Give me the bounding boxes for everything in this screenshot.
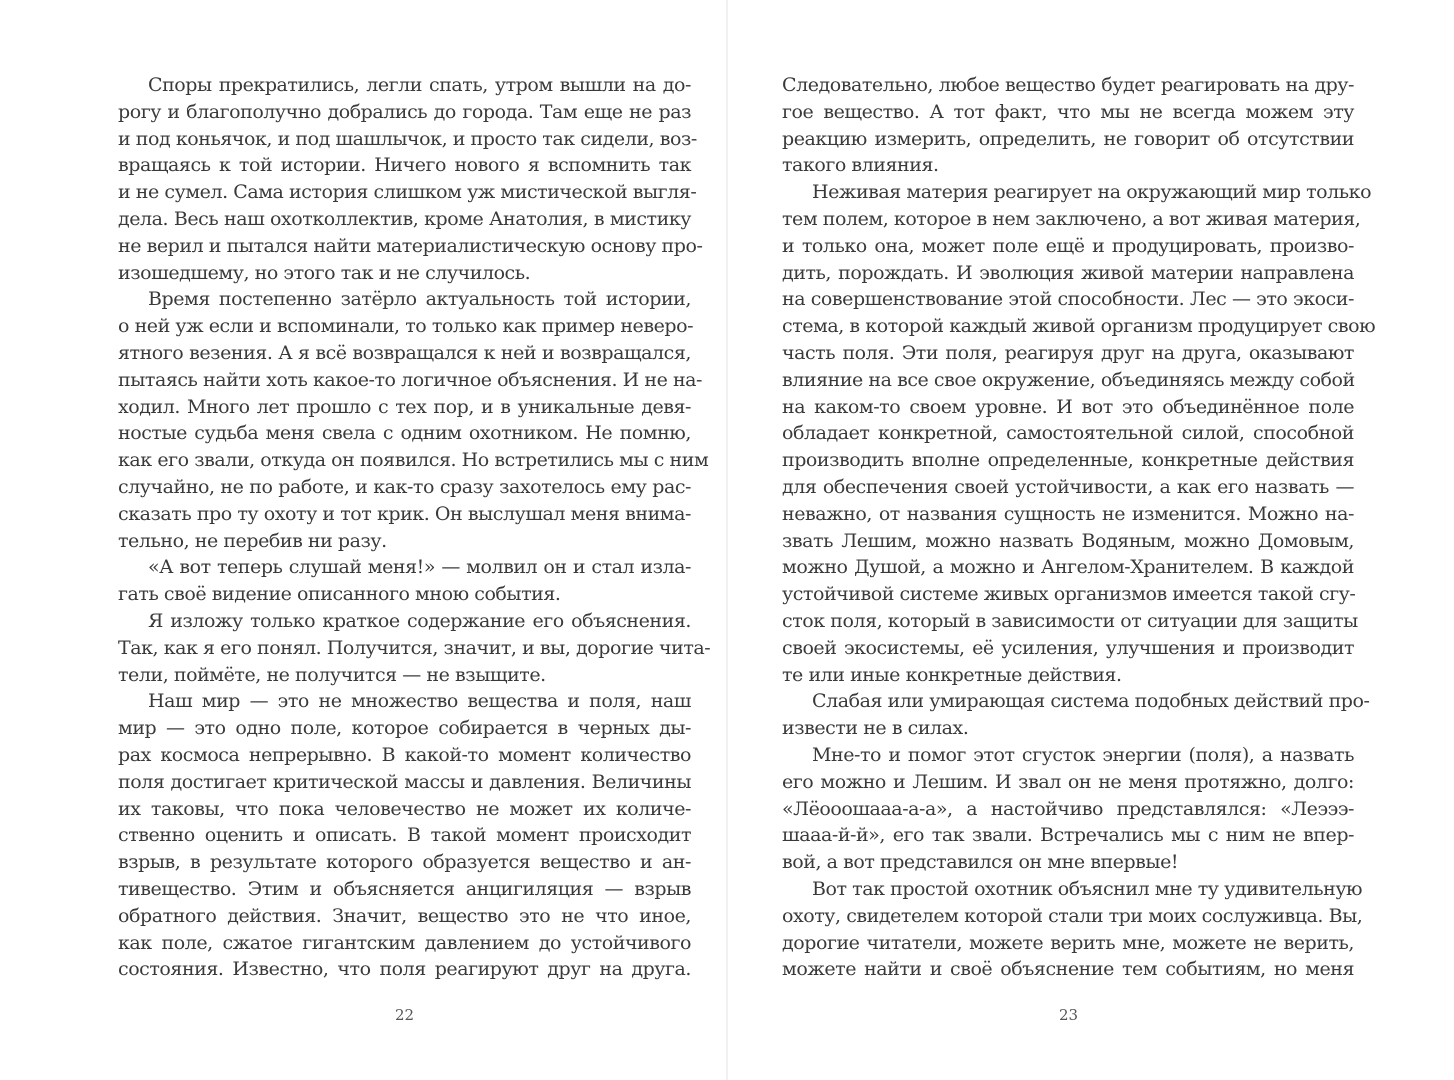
text-line: ственно оценить и описать. В такой момент происходит xyxy=(118,824,691,847)
text-line: и только она, может поле ещё и продуцировать, произво- xyxy=(782,234,1354,257)
text-line: взрыв, в результате которого образуется вещество и ан- xyxy=(118,851,691,874)
text-line: Я изложу только краткое содержание его объяснения. xyxy=(148,609,691,632)
text-line: можете найти и своё объяснение тем событиям, но меня xyxy=(782,958,1354,981)
text-line: Время постепенно затёрло актуальность той истории, xyxy=(148,288,691,311)
text-line: «Лёооошааа-а-а», а настойчиво представлялся: «Леэээ- xyxy=(782,797,1354,820)
text-line: на совершенствование этой способности. Лес — это экоси- xyxy=(782,288,1354,311)
right-page xyxy=(782,72,1376,983)
text-line: Слабая или умирающая система подобных действий про- xyxy=(812,690,1370,713)
text-line: гое вещество. А тот факт, что мы не всегда можем эту xyxy=(782,100,1354,123)
text-line: такого влияния. xyxy=(782,154,939,177)
left-page-number: 22 xyxy=(395,1006,415,1024)
right-page-text xyxy=(782,72,1376,983)
text-line: состояния. Известно, что поля реагируют друг на друга. xyxy=(118,958,691,981)
text-line: гать своё видение описанного мною события. xyxy=(118,583,561,606)
text-line: те или иные конкретные действия. xyxy=(782,663,1122,686)
text-line: Наш мир — это не множество вещества и поля, наш xyxy=(148,690,691,713)
text-line: для обеспечения своей устойчивости, а как его назвать — xyxy=(782,475,1354,498)
left-page-text xyxy=(118,72,711,983)
text-line: мир — это одно поле, которое собирается в черных ды- xyxy=(118,717,691,740)
text-line: ходил. Много лет прошло с тех пор, и в уникальные девя- xyxy=(118,395,691,418)
text-line: «А вот теперь слушай меня!» — молвил он и стал изла- xyxy=(148,556,691,579)
left-page xyxy=(118,72,711,983)
text-line: обладает конкретной, самостоятельной силой, способной xyxy=(782,422,1354,445)
text-line: ностые судьба меня свела с одним охотником. Не помню, xyxy=(118,422,691,445)
text-line: не верил и пытался найти материалистическую основу про- xyxy=(118,234,703,257)
text-line: поля достигает критической массы и давления. Величины xyxy=(118,770,691,793)
text-line: их таковы, что пока человечество не может их количе- xyxy=(118,797,691,820)
text-line: пытаясь найти хоть какое-то логичное объяснения. И не на- xyxy=(118,368,703,391)
text-line: изошедшему, но этого так и не случилось. xyxy=(118,261,531,284)
text-line: на каком-то своем уровне. И вот это объединённое поле xyxy=(782,395,1354,418)
text-line: часть поля. Эти поля, реагируя друг на друга, оказывают xyxy=(782,341,1354,364)
text-line: влияние на все свое окружение, объединяясь между собой xyxy=(782,368,1355,391)
text-line: можно Душой, а можно и Ангелом-Хранителем. В каждой xyxy=(782,556,1354,579)
text-line: и под коньячок, и под шашлычок, и просто так сидели, воз- xyxy=(118,127,697,150)
text-line: Неживая материя реагирует на окружающий мир только xyxy=(812,181,1372,204)
text-line: Мне-то и помог этот сгусток энергии (поля), а назвать xyxy=(812,743,1354,766)
text-line: дорогие читатели, можете верить мне, можете не верить, xyxy=(782,931,1354,954)
text-line: как его звали, откуда он появился. Но встретились мы с ним xyxy=(118,449,709,472)
text-line: устойчивой системе живых организмов имеется такой сгу- xyxy=(782,583,1356,606)
text-line: стема, в которой каждый живой организм продуцирует свою xyxy=(782,315,1376,338)
text-line: охоту, свидетелем которой стали три моих сослуживца. Вы, xyxy=(782,904,1363,927)
text-line: шааа-й-й», его так звали. Встречались мы с ним не впер- xyxy=(782,824,1354,847)
text-line: неважно, от названия сущность не изменится. Можно на- xyxy=(782,502,1354,525)
text-line: Следовательно, любое вещество будет реагировать на дру- xyxy=(782,74,1354,96)
text-line: своей экосистемы, её усиления, улучшения и производит xyxy=(782,636,1354,659)
text-line: Так, как я его понял. Получится, значит, и вы, дорогие чита- xyxy=(118,636,711,659)
book-gutter xyxy=(726,0,728,1080)
text-line: рах космоса непрерывно. В какой-то момент количество xyxy=(118,743,691,766)
text-line: реакцию измерить, определить, не говорит об отсутствии xyxy=(782,127,1354,150)
text-line: случайно, не по работе, и как-то сразу захотелось ему рас- xyxy=(118,475,691,498)
text-line: сток поля, который в зависимости от ситуации для защиты xyxy=(782,609,1358,632)
text-line: сказать про ту охоту и тот крик. Он выслушал меня внима- xyxy=(118,502,691,525)
text-line: о ней уж если и вспоминали, то только как пример неверо- xyxy=(118,315,694,338)
text-line: Споры прекратились, легли спать, утром вышли на до- xyxy=(148,74,691,96)
text-line: обратного действия. Значит, вещество это не что иное, xyxy=(118,904,691,927)
text-line: извести не в силах. xyxy=(782,717,969,740)
text-line: тельно, не перебив ни разу. xyxy=(118,529,387,552)
text-line: и не сумел. Сама история слишком уж мистической выгля- xyxy=(118,181,697,204)
text-line: рогу и благополучно добрались до города. Там еще не раз xyxy=(118,100,691,123)
text-line: тивещество. Этим и объясняется анцигиляция — взрыв xyxy=(118,877,691,900)
text-line: тели, поймёте, не получится — не взыщите. xyxy=(118,663,546,686)
text-line: ятного везения. А я всё возвращался к ней и возвращался, xyxy=(118,341,691,364)
text-line: производить вполне определенные, конкретные действия xyxy=(782,449,1354,472)
text-line: тем полем, которое в нем заключено, а вот живая материя, xyxy=(782,207,1361,230)
text-line: дела. Весь наш охотколлектив, кроме Анатолия, в мистику xyxy=(118,207,691,230)
text-line: звать Лешим, можно назвать Водяным, можно Домовым, xyxy=(782,529,1354,552)
text-line: его можно и Лешим. И звал он не меня протяжно, долго: xyxy=(782,770,1354,793)
text-line: дить, порождать. И эволюция живой материи направлена xyxy=(782,261,1354,284)
text-line: как поле, сжатое гигантским давлением до устойчивого xyxy=(118,931,691,954)
right-page-number: 23 xyxy=(1059,1006,1079,1024)
text-line: вой, а вот представился он мне впервые! xyxy=(782,851,1179,874)
text-line: вращаясь к той истории. Ничего нового я вспомнить так xyxy=(118,154,691,177)
text-line: Вот так простой охотник объяснил мне ту удивительную xyxy=(812,877,1363,900)
